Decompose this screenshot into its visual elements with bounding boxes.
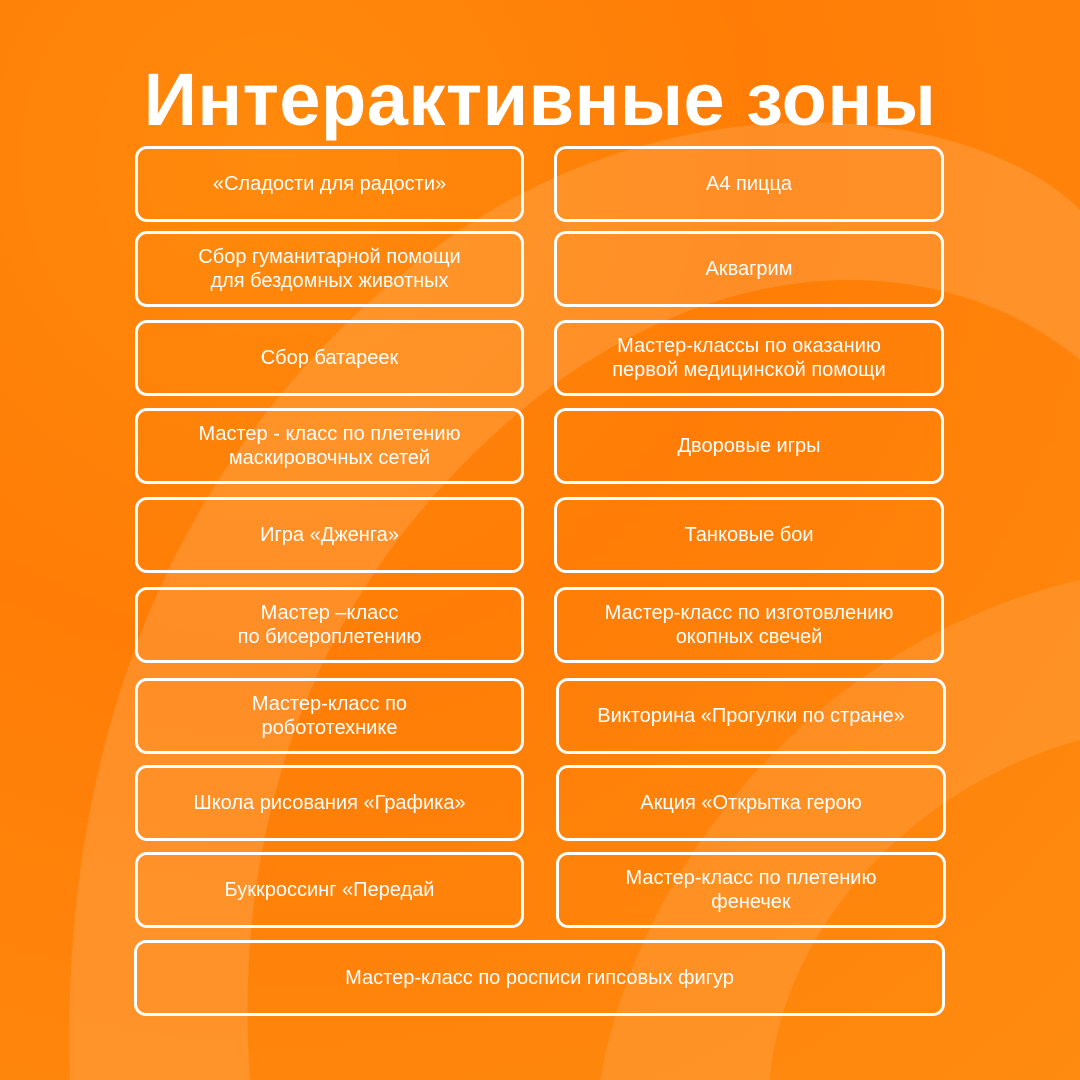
zone-card: «Сладости для радости»: [135, 146, 524, 222]
zone-card: А4 пицца: [554, 146, 944, 222]
page-title: Интерактивные зоны: [143, 58, 937, 141]
zone-card: Дворовые игры: [554, 408, 944, 484]
zone-card: Игра «Дженга»: [135, 497, 524, 573]
zone-card: Аквагрим: [554, 231, 944, 307]
zone-card: Мастер-класс по робототехнике: [135, 678, 524, 754]
zone-card: Мастер-класс по плетению фенечек: [556, 852, 946, 928]
zone-card: Школа рисования «Графика»: [135, 765, 524, 841]
zone-card: Акция «Открытка герою: [556, 765, 946, 841]
zone-card: Буккроссинг «Передай: [135, 852, 524, 928]
zone-card: Танковые бои: [554, 497, 944, 573]
zone-card-wide: Мастер-класс по росписи гипсовых фигур: [134, 940, 945, 1016]
zone-card: Мастер –класс по бисероплетению: [135, 587, 524, 663]
zone-card: Викторина «Прогулки по стране»: [556, 678, 946, 754]
zone-card: Мастер-класс по изготовлению окопных свечей: [554, 587, 944, 663]
zone-card: Мастер-классы по оказанию первой медицинской помощи: [554, 320, 944, 396]
zone-card: Сбор батареек: [135, 320, 524, 396]
zone-card: Сбор гуманитарной помощи для бездомных животных: [135, 231, 524, 307]
zone-card: Мастер - класс по плетению маскировочных сетей: [135, 408, 524, 484]
